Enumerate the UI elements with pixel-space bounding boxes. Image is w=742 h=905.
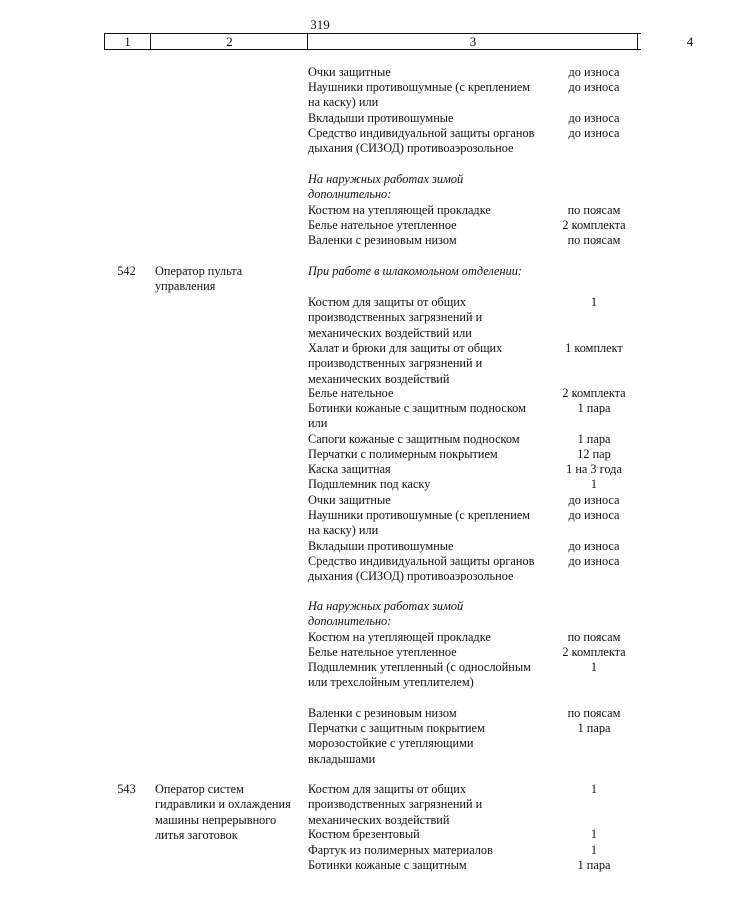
ppe-item: Ботинки кожаные с защитным <box>308 858 467 872</box>
issue-norm: 1 <box>590 295 598 309</box>
ppe-item: Наушники противошумные (с креплением на каску) или <box>308 508 531 538</box>
ppe-item: Костюм брезентовый <box>308 827 420 841</box>
issue-norm: до износа <box>568 126 620 140</box>
issue-norm: 1 <box>590 843 598 857</box>
issue-norm: до износа <box>568 80 620 94</box>
issue-norm: по поясам <box>567 630 621 644</box>
ppe-item: Перчатки с защитным покрытием морозостойкие с утепляющими вкладышами <box>308 721 485 766</box>
ppe-item: Вкладыши противошумные <box>308 111 454 125</box>
column-header-2: 2 <box>150 34 308 49</box>
ppe-item: Костюм на утепляющей прокладке <box>308 630 491 644</box>
row-number: 543 <box>117 782 136 796</box>
column-header-1: 1 <box>124 34 131 49</box>
ppe-item: Белье нательное утепленное <box>308 218 457 232</box>
issue-norm: 2 комплекта <box>562 218 626 232</box>
ppe-item: Очки защитные <box>308 493 391 507</box>
issue-norm: до износа <box>568 111 620 125</box>
issue-norm: до износа <box>568 493 620 507</box>
ppe-item: Костюм для защиты от общих производственных загрязнений и механических воздействий или <box>308 295 483 340</box>
issue-norm: 1 пара <box>577 401 611 415</box>
ppe-item: Валенки с резиновым низом <box>308 706 457 720</box>
column-header-3: 3 <box>307 34 638 49</box>
issue-norm: по поясам <box>567 706 621 720</box>
ppe-item: Сапоги кожаные с защитным подноском <box>308 432 520 446</box>
column-header-4: 4 <box>637 34 742 49</box>
issue-norm: 1 на 3 года <box>566 462 622 476</box>
section-note: На наружных работах зимой дополнительно: <box>308 599 464 629</box>
issue-norm: 1 комплект <box>565 341 623 355</box>
ppe-item: Очки защитные <box>308 65 391 79</box>
ppe-item: Каска защитная <box>308 462 391 476</box>
issue-norm: 2 комплекта <box>562 386 626 400</box>
ppe-item: Костюм на утепляющей прокладке <box>308 203 491 217</box>
ppe-item: Валенки с резиновым низом <box>308 233 457 247</box>
issue-norm: 1 <box>590 827 598 841</box>
ppe-item: Костюм для защиты от общих производственных загрязнений и механических воздействий <box>308 782 483 827</box>
ppe-item: Средство индивидуальной защиты органов дыхания (СИЗОД) противоаэрозольное <box>308 554 535 584</box>
issue-norm: 1 <box>590 660 598 674</box>
profession-name: Оператор систем гидравлики и охлаждения машины непрерывного литья заготовок <box>155 782 291 842</box>
issue-norm: 2 комплекта <box>562 645 626 659</box>
issue-norm: по поясам <box>567 203 621 217</box>
ppe-item: Белье нательное утепленное <box>308 645 457 659</box>
ppe-item: Наушники противошумные (с креплением на каску) или <box>308 80 531 110</box>
row-number: 542 <box>117 264 136 278</box>
issue-norm: 1 пара <box>577 858 611 872</box>
section-note: На наружных работах зимой дополнительно: <box>308 172 464 202</box>
ppe-item: Белье нательное <box>308 386 394 400</box>
issue-norm: 1 пара <box>577 721 611 735</box>
issue-norm: до износа <box>568 539 620 553</box>
issue-norm: 1 пара <box>577 432 611 446</box>
ppe-item: Ботинки кожаные с защитным подноском или <box>308 401 526 431</box>
page-number: 319 <box>310 17 330 32</box>
issue-norm: по поясам <box>567 233 621 247</box>
section-note: При работе в шлакомольном отделении: <box>308 264 522 278</box>
column-header-row <box>104 33 694 50</box>
issue-norm: 12 пар <box>577 447 611 461</box>
ppe-item: Средство индивидуальной защиты органов дыхания (СИЗОД) противоаэрозольное <box>308 126 535 156</box>
issue-norm: до износа <box>568 508 620 522</box>
ppe-item: Вкладыши противошумные <box>308 539 454 553</box>
ppe-item: Подшлемник утепленный (с однослойным или трехслойным утеплителем) <box>308 660 531 690</box>
ppe-item: Халат и брюки для защиты от общих производственных загрязнений и механических воздействий <box>308 341 503 386</box>
profession-name: Оператор пульта управления <box>155 264 243 294</box>
issue-norm: 1 <box>590 477 598 491</box>
ppe-item: Фартук из полимерных материалов <box>308 843 493 857</box>
ppe-item: Перчатки с полимерным покрытием <box>308 447 498 461</box>
issue-norm: 1 <box>590 782 598 796</box>
issue-norm: до износа <box>568 554 620 568</box>
ppe-item: Подшлемник под каску <box>308 477 431 491</box>
issue-norm: до износа <box>568 65 620 79</box>
